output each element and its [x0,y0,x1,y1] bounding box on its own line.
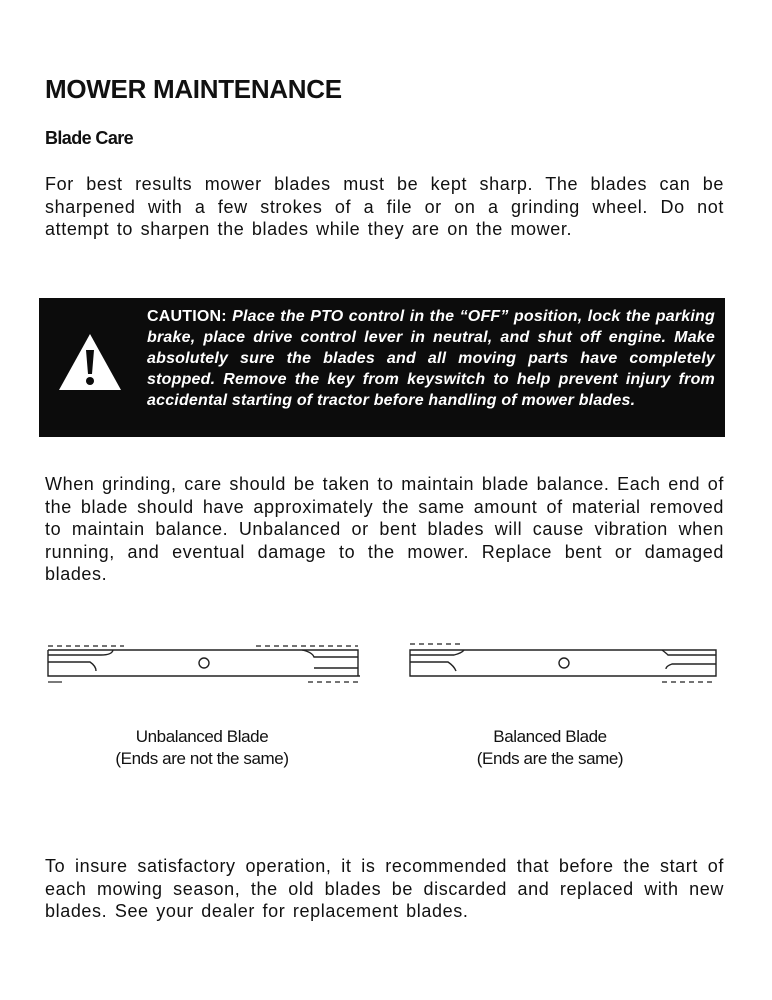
caption-title: Unbalanced Blade [135,727,269,746]
unbalanced-blade-caption [82,726,322,770]
caption-note: (Ends are the same) [476,749,624,768]
caution-label: CAUTION: [147,308,227,325]
paragraph-sharpening: For best results mower blades must be kept sharp. The blades can be sharpened with a few strokes of a file or on a grinding wheel. Do not attempt to sharpen the blades while they are on the mower. [45,174,724,239]
caption-note: (Ends are not the same) [115,749,289,768]
paragraph-replacement: To insure satisfactory operation, it is recommended that before the start of each mowing season, the old blades be discarded and replaced with new blades. See your dealer for replacement blades. [45,856,724,921]
balanced-blade-diagram [404,638,724,688]
paragraph-balance: When grinding, care should be taken to maintain blade balance. Each end of the blade should have approximately the same amount of material removed to maintain balance. Unbalanced or bent blades will cause vibration when running, and eventual damage to the mower. Replace bent or damaged blades. [45,474,724,584]
unbalanced-blade-diagram [46,638,366,688]
caution-text: Place the PTO control in the “OFF” position, lock the parking brake, place drive control lever in neutral, and shut off engine. Make absolutely sure the blades and all moving parts have completely stopped. Remove the key from keyswitch to help prevent injury from accidental starting of tractor before handling of mower blades. [147,308,715,409]
balanced-blade-caption [430,726,670,770]
page-title: MOWER MAINTENANCE [45,74,342,104]
warning-triangle-icon [57,332,123,392]
section-heading: Blade Care [45,128,134,148]
caption-title: Balanced Blade [493,727,607,746]
caution-message [147,306,715,411]
caution-box [39,298,725,437]
